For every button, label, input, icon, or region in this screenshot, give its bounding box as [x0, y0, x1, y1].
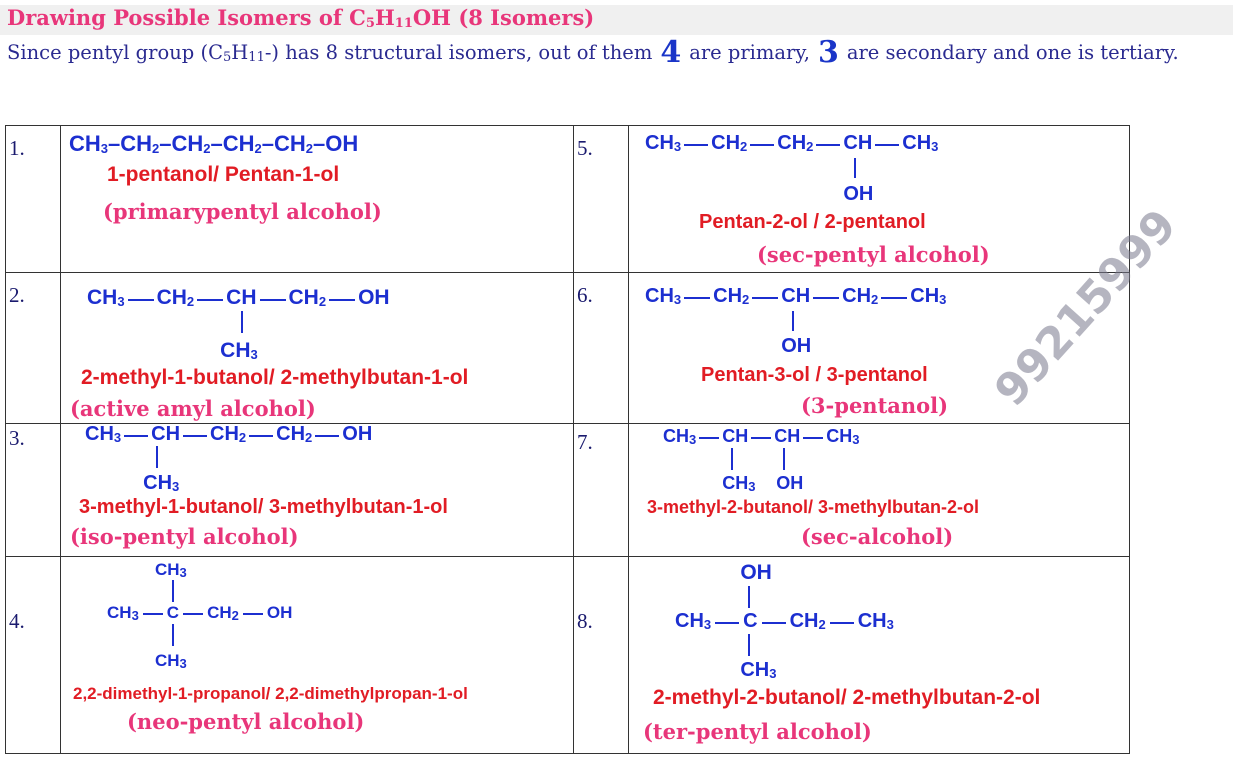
- atom-group: $CH_3$: [645, 132, 682, 154]
- bond-line: [699, 437, 719, 439]
- bond-line: [143, 613, 163, 615]
- bond-line: [197, 299, 223, 301]
- atom-group: $CH_2$: [711, 132, 748, 154]
- atom-group: CH: [226, 286, 257, 309]
- isomer-cell-8: [629, 557, 1130, 754]
- common-name: (active amyl alcohol): [70, 396, 316, 421]
- bond-line: [748, 634, 750, 656]
- common-name: (sec-pentyl alcohol): [757, 242, 990, 267]
- table-row: [6, 424, 1130, 557]
- intro-sub: 11: [248, 50, 265, 65]
- isomer-cell-3: [61, 424, 574, 557]
- atom-group: CH: [722, 426, 749, 446]
- intro-text: H: [231, 41, 249, 64]
- bond-line: [156, 446, 158, 468]
- branch-group: OH: [776, 473, 804, 493]
- isomer-number: 8.: [577, 609, 593, 633]
- secondary-count: 3: [817, 35, 839, 70]
- isomer-number-cell: [6, 126, 61, 273]
- atom-group: $CH_3$: [107, 603, 139, 623]
- bond-line: [748, 586, 750, 608]
- isomer-cell-4: [61, 557, 574, 754]
- atom-group: CH: [781, 285, 811, 307]
- atom-group: $CH_2$: [842, 285, 879, 307]
- isomer-number-cell: [6, 424, 61, 557]
- iupac-name: Pentan-3-ol / 3-pentanol: [701, 364, 928, 386]
- atom-group: $CH_2$: [207, 603, 239, 623]
- common-name: (3-pentanol): [801, 393, 949, 418]
- common-name: (ter-pentyl alcohol): [643, 719, 872, 744]
- atom-group: CH: [774, 426, 801, 446]
- atom-group: $CH_3$: [87, 286, 125, 309]
- intro-text: -) has 8 structural isomers, out of them: [264, 41, 653, 64]
- atom-group: $CH_2$: [713, 285, 750, 307]
- common-name: (sec-alcohol): [801, 524, 954, 549]
- isomer-cell-2: [61, 273, 574, 424]
- atom-group: C: [166, 603, 180, 622]
- isomer-cell-7: [629, 424, 1130, 557]
- bond-line: [751, 437, 771, 439]
- atom-group: $CH_3$: [857, 610, 894, 632]
- atom-group: $CH_3$: [645, 285, 682, 307]
- atom-group: OH: [342, 423, 373, 445]
- isomer-number: 6.: [577, 283, 593, 307]
- bond-line: [243, 613, 263, 615]
- iupac-name: 2-methyl-1-butanol/ 2-methylbutan-1-ol: [81, 366, 469, 389]
- bond-line: [731, 448, 733, 470]
- intro-text: Since pentyl group (C: [7, 41, 223, 64]
- bond-line: [813, 297, 839, 299]
- atom-group: $CH_2$: [156, 286, 195, 309]
- atom-group: $CH_3$: [910, 285, 947, 307]
- iupac-name: 3-methyl-2-butanol/ 3-methylbutan-2-ol: [647, 497, 980, 517]
- bond-line: [750, 144, 774, 146]
- bond-line: [830, 622, 854, 624]
- atom-group: OH: [358, 286, 390, 309]
- bond-line: [329, 299, 355, 301]
- bond-line: [854, 158, 856, 178]
- bond-line: [315, 435, 339, 437]
- page-title: Drawing Possible Isomers of $C_5H_{11}OH$ (8 Isomers): [7, 5, 595, 31]
- branch-group: $CH_3$: [740, 659, 777, 681]
- intro-paragraph: [7, 35, 1229, 70]
- isomer-table: [5, 125, 1130, 754]
- atom-group: $CH_2$: [777, 132, 814, 154]
- bond-line: [684, 144, 708, 146]
- bond-line: [803, 437, 823, 439]
- branch-group: $CH_3$: [143, 472, 180, 494]
- atom-group: $CH_2$: [276, 423, 313, 445]
- atom-group: $CH_2$: [789, 610, 826, 632]
- intro-sub: 5: [223, 50, 232, 65]
- structural-formula: $CH_3-CH_2-CH_2-CH_2-CH_2-OH$: [69, 131, 359, 156]
- bond-line: [124, 435, 148, 437]
- table-row: [6, 126, 1130, 273]
- bond-line: [183, 435, 207, 437]
- table-row: [6, 557, 1130, 754]
- common-name: (primarypentyl alcohol): [103, 199, 382, 224]
- isomer-number-cell: [574, 424, 629, 557]
- bond-line: [875, 144, 899, 146]
- atom-group: C: [743, 610, 758, 632]
- common-name: (iso-pentyl alcohol): [70, 524, 299, 549]
- isomer-number-cell: [574, 273, 629, 424]
- iupac-name: 3-methyl-1-butanol/ 3-methylbutan-1-ol: [79, 496, 448, 518]
- bond-line: [752, 297, 778, 299]
- bond-line: [762, 622, 786, 624]
- branch-group: OH: [781, 335, 812, 357]
- atom-group: $CH_2$: [288, 286, 327, 309]
- branch-group: $CH_3$: [154, 560, 187, 580]
- isomer-cell-5: [629, 126, 1130, 273]
- bond-line: [715, 622, 739, 624]
- bond-line: [783, 448, 785, 470]
- atom-group: CH: [151, 423, 181, 445]
- branch-group: OH: [843, 183, 874, 205]
- atom-group: $CH_3$: [85, 423, 122, 445]
- isomer-number: 1.: [9, 136, 25, 160]
- watermark: 99215999: [985, 199, 1187, 417]
- atom-group: $CH_3$: [675, 610, 712, 632]
- bond-line: [684, 297, 710, 299]
- bond-line: [241, 311, 243, 333]
- iupac-name: 2-methyl-2-butanol/ 2-methylbutan-2-ol: [653, 686, 1041, 709]
- isomer-number-cell: [6, 273, 61, 424]
- atom-group: $CH_2$: [210, 423, 247, 445]
- bond-line: [816, 144, 840, 146]
- bond-line: [260, 299, 286, 301]
- common-name: (neo-pentyl alcohol): [127, 709, 365, 734]
- atom-group: $CH_3$: [902, 132, 939, 154]
- bond-line: [881, 297, 907, 299]
- iupac-name: 2,2-dimethyl-1-propanol/ 2,2-dimethylpropan-1-ol: [73, 684, 468, 703]
- branch-group: $CH_3$: [154, 651, 187, 671]
- isomer-cell-1: [61, 126, 574, 273]
- isomer-number: 5.: [577, 136, 593, 160]
- bond-line: [172, 580, 174, 602]
- iupac-name: 1-pentanol/ Pentan-1-ol: [107, 163, 340, 186]
- primary-count: 4: [660, 35, 682, 70]
- branch-group: $CH_3$: [220, 339, 258, 362]
- intro-text: are secondary and one is tertiary.: [846, 41, 1179, 64]
- isomer-number: 3.: [9, 426, 25, 450]
- isomer-number: 7.: [577, 430, 593, 454]
- intro-text: are primary,: [689, 41, 810, 64]
- atom-group: $CH_3$: [663, 426, 697, 447]
- atom-group: OH: [266, 603, 293, 622]
- bond-line: [172, 624, 174, 646]
- atom-group: $CH_3$: [826, 426, 860, 447]
- branch-group: OH: [740, 561, 772, 584]
- bond-line: [792, 311, 794, 331]
- bond-line: [128, 299, 154, 301]
- atom-group: CH: [843, 132, 873, 154]
- isomer-number-cell: [574, 557, 629, 754]
- iupac-name: Pentan-2-ol / 2-pentanol: [699, 211, 926, 233]
- bond-line: [183, 613, 203, 615]
- isomer-number: 4.: [9, 609, 25, 633]
- branch-group: $CH_3$: [722, 473, 756, 494]
- isomer-number: 2.: [9, 283, 25, 307]
- bond-line: [249, 435, 273, 437]
- isomer-number-cell: [574, 126, 629, 273]
- table-row: [6, 273, 1130, 424]
- isomer-number-cell: [6, 557, 61, 754]
